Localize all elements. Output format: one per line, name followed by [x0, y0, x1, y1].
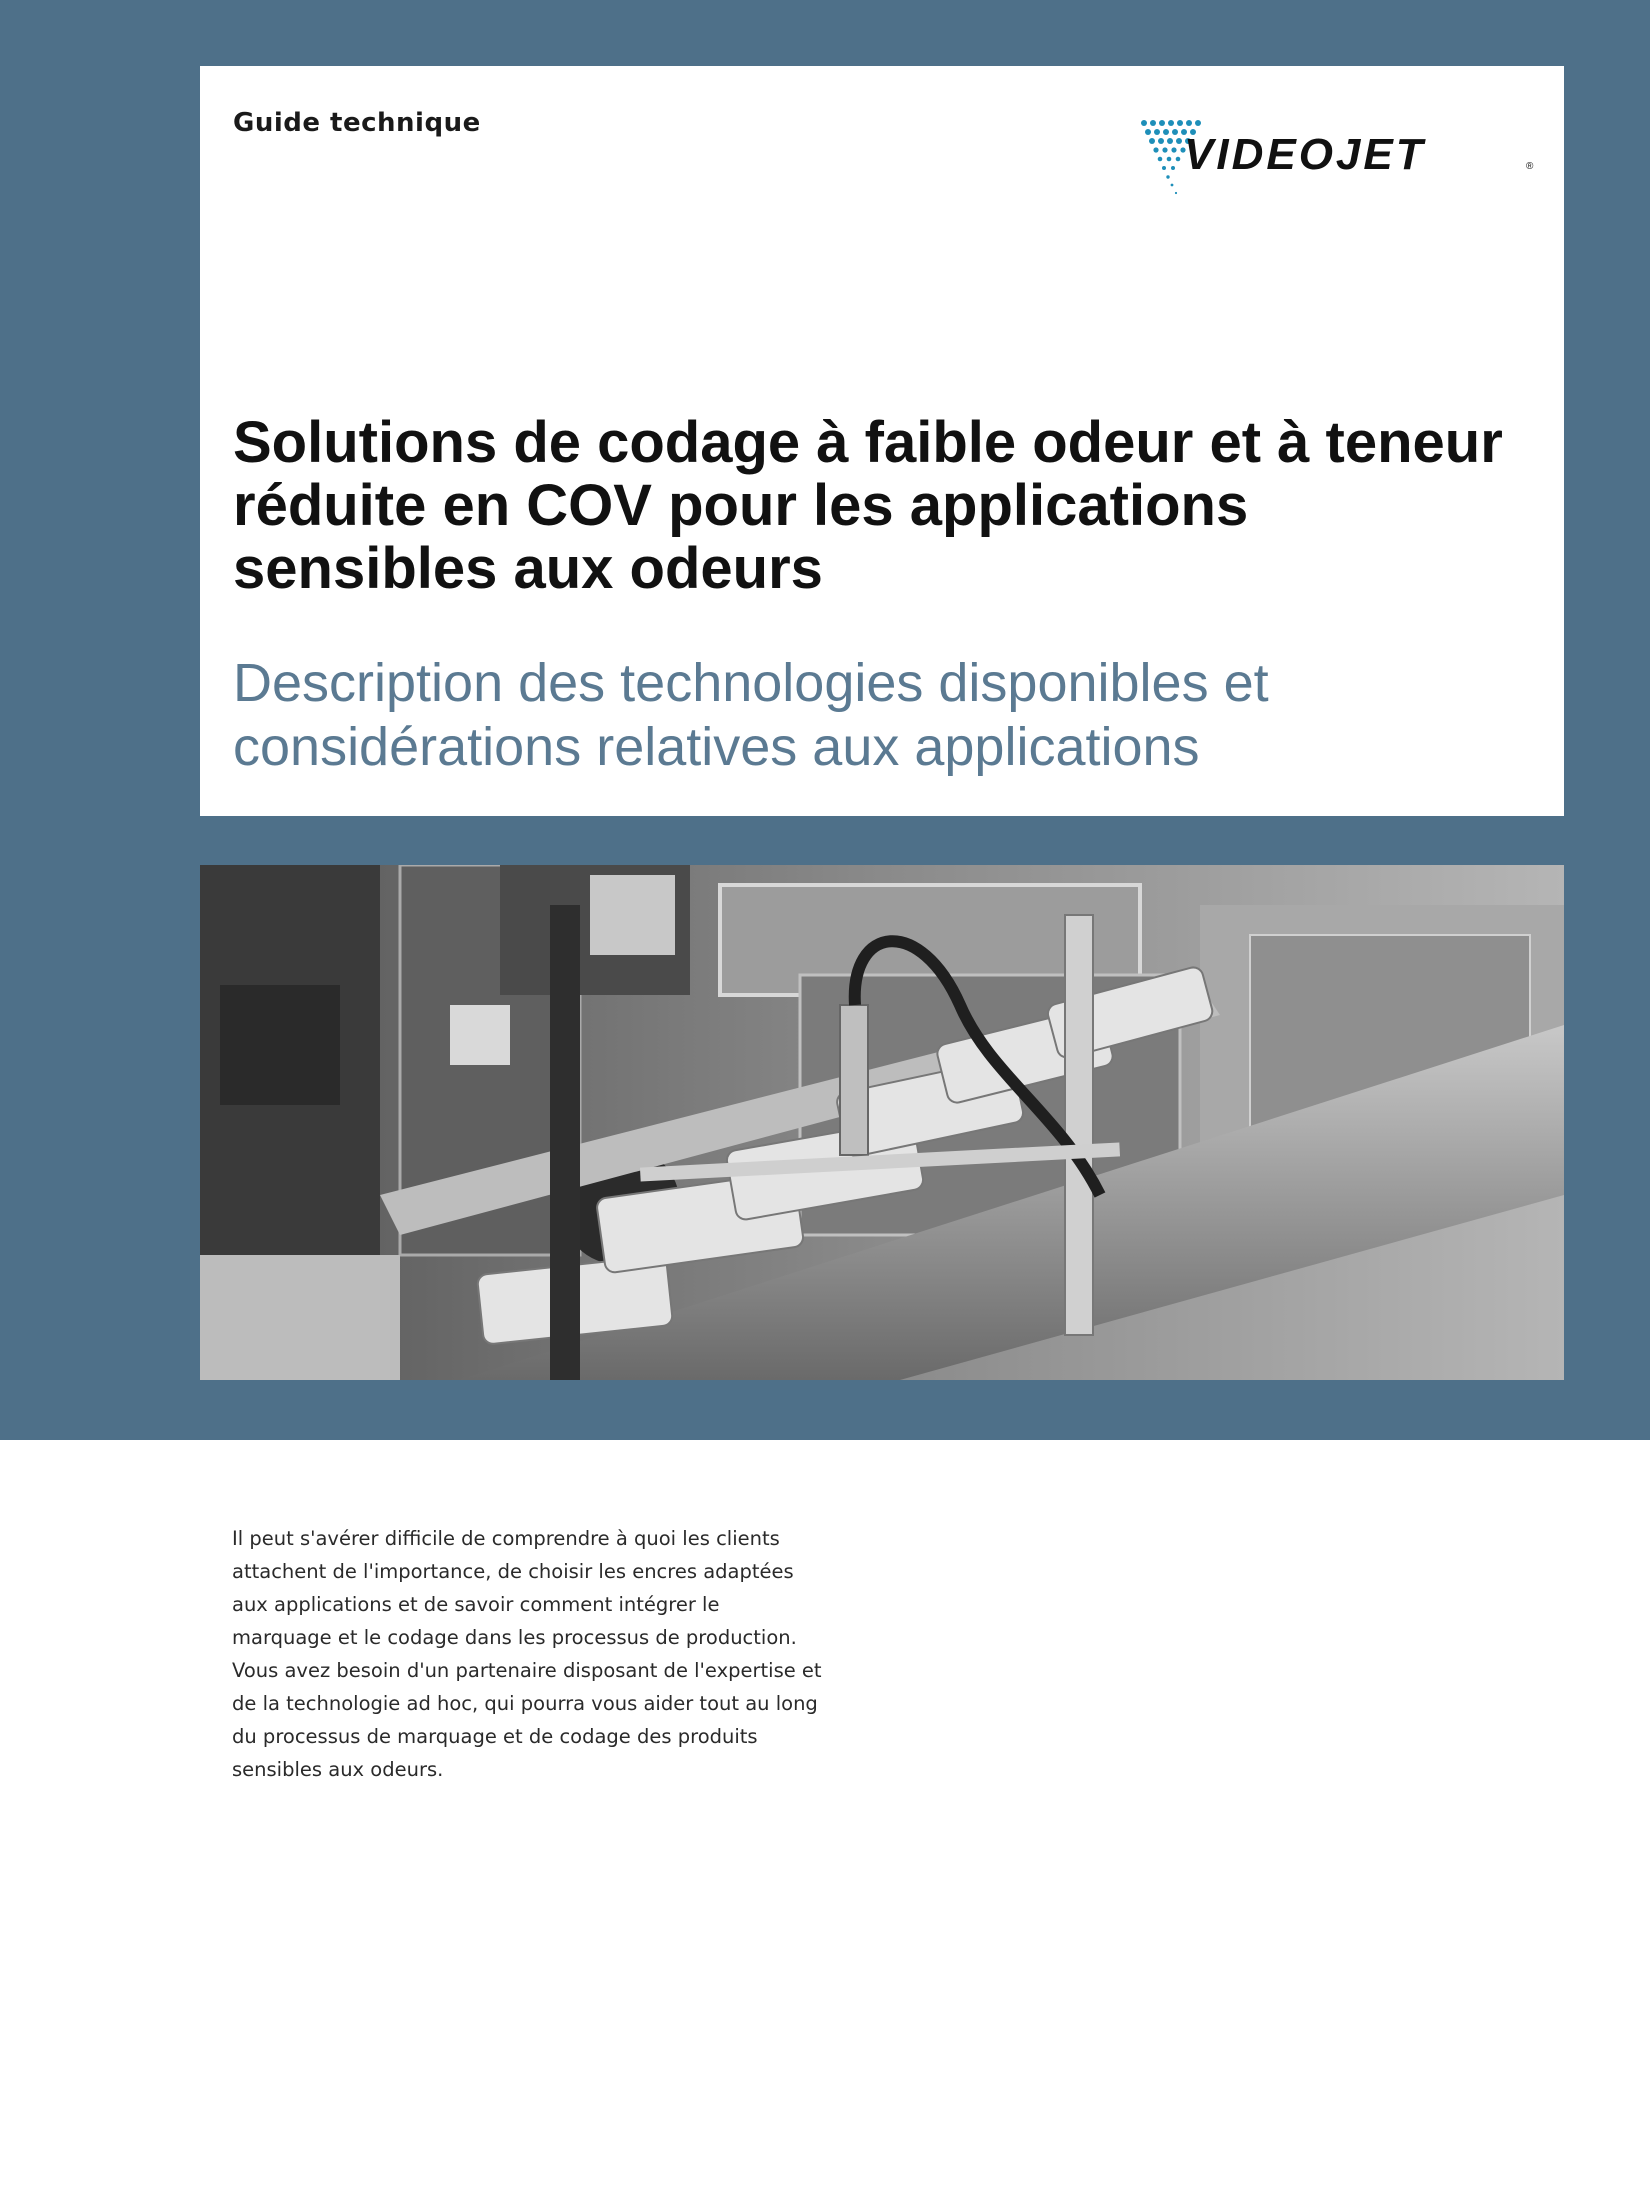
- document-type-label: Guide technique: [233, 108, 481, 138]
- document-title: Solutions de codage à faible odeur et à teneur réduite en COV pour les applications sensibles aux odeurs: [233, 410, 1503, 601]
- logo-wordmark: VIDEOJET: [1184, 130, 1426, 179]
- intro-paragraph: Il peut s'avérer difficile de comprendre à quoi les clients attachent de l'importance, de choisir les encres adaptées aux applications et de savoir comment intégrer le marquage et le codage dans les processus de production. Vous avez besoin d'un partenaire disposant de l'expertise et de la technologie ad hoc, qui pourra vous aider tout au long du processus de marquage et de codage des produits sensibles aux odeurs.: [232, 1527, 822, 1781]
- svg-text:®: ®: [1526, 161, 1534, 172]
- document-subtitle: Description des technologies disponibles et considérations relatives aux applications: [233, 653, 1269, 777]
- production-line-photo: [200, 865, 1564, 1380]
- videojet-logo: [1134, 111, 1534, 211]
- header-card: [200, 66, 1564, 816]
